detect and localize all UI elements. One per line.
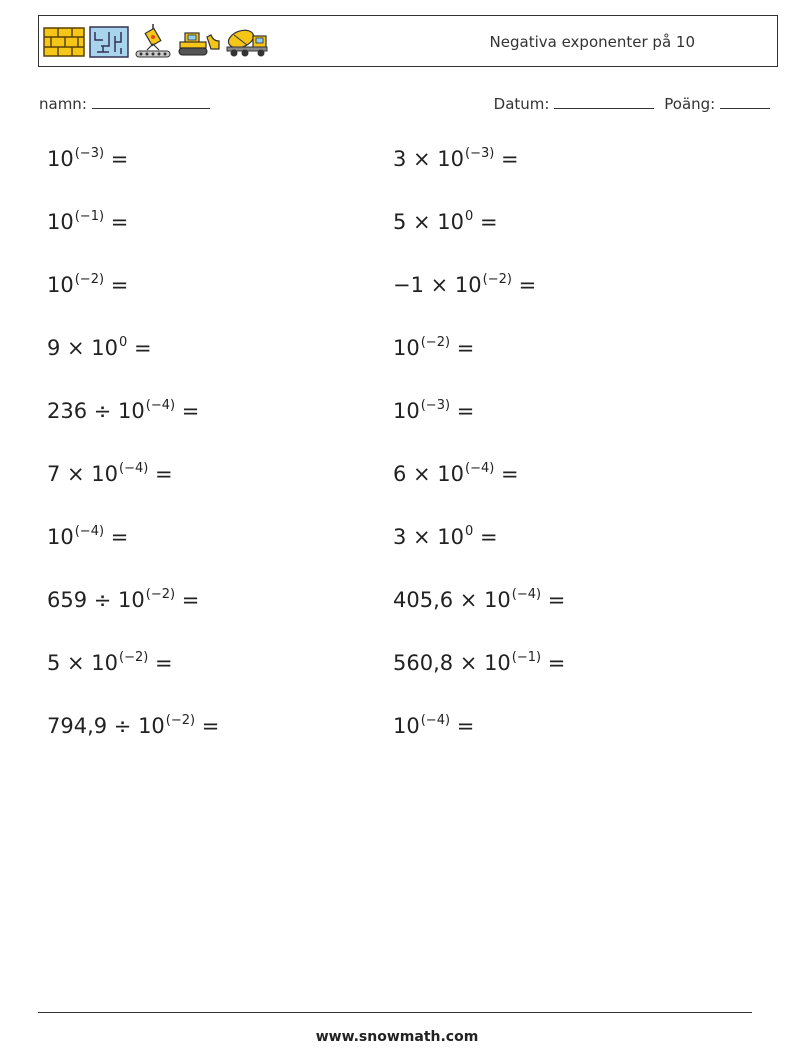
expression-base: 5 × 10 (393, 210, 465, 234)
expression-exponent: (−4) (511, 587, 542, 602)
expression-base: 5 × 10 (47, 651, 119, 675)
problem-row (0, 573, 794, 636)
expression-exponent: 0 (465, 209, 474, 224)
problem-expression (393, 209, 498, 234)
expression-exponent: (−3) (465, 146, 495, 161)
date-blank[interactable] (554, 93, 654, 109)
problem-row (0, 384, 794, 447)
problem-expression (47, 398, 199, 423)
name-field (39, 93, 210, 113)
equals-sign: = (511, 273, 537, 297)
equals-sign: = (175, 588, 200, 612)
problem-row (0, 132, 794, 195)
expression-exponent: (−2) (145, 587, 176, 602)
equals-sign: = (104, 147, 129, 171)
equals-sign: = (541, 588, 566, 612)
problem-expression (393, 146, 519, 171)
expression-base: 236 ÷ 10 (47, 399, 145, 423)
problem-row (0, 195, 794, 258)
maze-icon (89, 26, 129, 58)
problem-expression (393, 587, 565, 612)
expression-exponent: (−2) (420, 335, 451, 350)
problem-expression (393, 650, 565, 675)
problem-expression (47, 713, 219, 738)
expression-base: 405,6 × 10 (393, 588, 511, 612)
equals-sign: = (175, 399, 200, 423)
problem-row (0, 447, 794, 510)
expression-base: 10 (47, 210, 74, 234)
expression-base: 659 ÷ 10 (47, 588, 145, 612)
problem-expression (393, 524, 498, 549)
expression-exponent: (−3) (74, 146, 105, 161)
problem-expression (393, 461, 519, 486)
problem-expression (393, 398, 474, 423)
problem-expression (393, 713, 474, 738)
expression-base: 10 (393, 399, 420, 423)
expression-base: −1 × 10 (393, 273, 482, 297)
footer-url: www.snowmath.com (315, 1029, 479, 1045)
equals-sign: = (450, 714, 475, 738)
problem-expression (47, 524, 128, 549)
expression-base: 3 × 10 (393, 525, 465, 549)
expression-exponent: (−4) (465, 461, 495, 476)
problem-expression (393, 335, 474, 360)
expression-exponent: (−4) (145, 398, 176, 413)
expression-exponent: (−1) (74, 209, 105, 224)
expression-exponent: (−1) (511, 650, 542, 665)
expression-exponent: (−4) (74, 524, 105, 539)
equals-sign: = (104, 210, 129, 234)
problem-expression (47, 335, 152, 360)
equals-sign: = (104, 525, 129, 549)
expression-base: 10 (393, 336, 420, 360)
equals-sign: = (127, 336, 152, 360)
equals-sign: = (494, 147, 519, 171)
expression-exponent: (−3) (420, 398, 451, 413)
brick-wall-icon (43, 26, 85, 58)
name-blank[interactable] (92, 93, 210, 109)
expression-exponent: (−2) (482, 272, 512, 287)
expression-base: 794,9 ÷ 10 (47, 714, 165, 738)
problem-expression (47, 587, 199, 612)
score-blank[interactable] (720, 93, 770, 109)
expression-exponent: (−2) (165, 713, 196, 728)
problem-row (0, 321, 794, 384)
expression-exponent: (−4) (119, 461, 149, 476)
expression-exponent: (−2) (74, 272, 105, 287)
problem-expression (47, 461, 173, 486)
date-label: Datum: (493, 95, 550, 113)
header-icons (43, 24, 269, 60)
score-field (664, 93, 770, 113)
problem-expression (393, 272, 536, 297)
problem-expression (47, 146, 128, 171)
expression-base: 10 (393, 714, 420, 738)
equals-sign: = (148, 651, 173, 675)
crane-hook-icon (133, 24, 173, 60)
expression-exponent: (−2) (119, 650, 149, 665)
equals-sign: = (494, 462, 519, 486)
name-label: namn: (39, 95, 87, 113)
cement-mixer-truck-icon (225, 26, 269, 58)
expression-base: 10 (47, 147, 74, 171)
equals-sign: = (450, 336, 475, 360)
equals-sign: = (473, 210, 498, 234)
equals-sign: = (104, 273, 129, 297)
equals-sign: = (450, 399, 475, 423)
date-field (494, 93, 655, 113)
expression-exponent: 0 (465, 524, 474, 539)
expression-base: 9 × 10 (47, 336, 119, 360)
expression-base: 560,8 × 10 (393, 651, 511, 675)
problem-row (0, 636, 794, 699)
problem-expression (47, 272, 128, 297)
problem-row (0, 510, 794, 573)
footer-divider (38, 1012, 752, 1013)
expression-exponent: 0 (119, 335, 128, 350)
equals-sign: = (473, 525, 498, 549)
problem-row (0, 699, 794, 762)
expression-base: 7 × 10 (47, 462, 119, 486)
problem-expression (47, 209, 128, 234)
expression-base: 10 (47, 525, 74, 549)
score-label: Poäng: (664, 95, 716, 113)
bulldozer-icon (177, 27, 221, 57)
problem-expression (47, 650, 173, 675)
expression-base: 3 × 10 (393, 147, 465, 171)
problem-row (0, 258, 794, 321)
equals-sign: = (148, 462, 173, 486)
expression-base: 6 × 10 (393, 462, 465, 486)
date-score-fields (494, 93, 770, 113)
worksheet-header (38, 15, 778, 67)
equals-sign: = (195, 714, 220, 738)
expression-exponent: (−4) (420, 713, 451, 728)
worksheet-title: Negativa exponenter på 10 (489, 33, 695, 51)
equals-sign: = (541, 651, 566, 675)
expression-base: 10 (47, 273, 74, 297)
